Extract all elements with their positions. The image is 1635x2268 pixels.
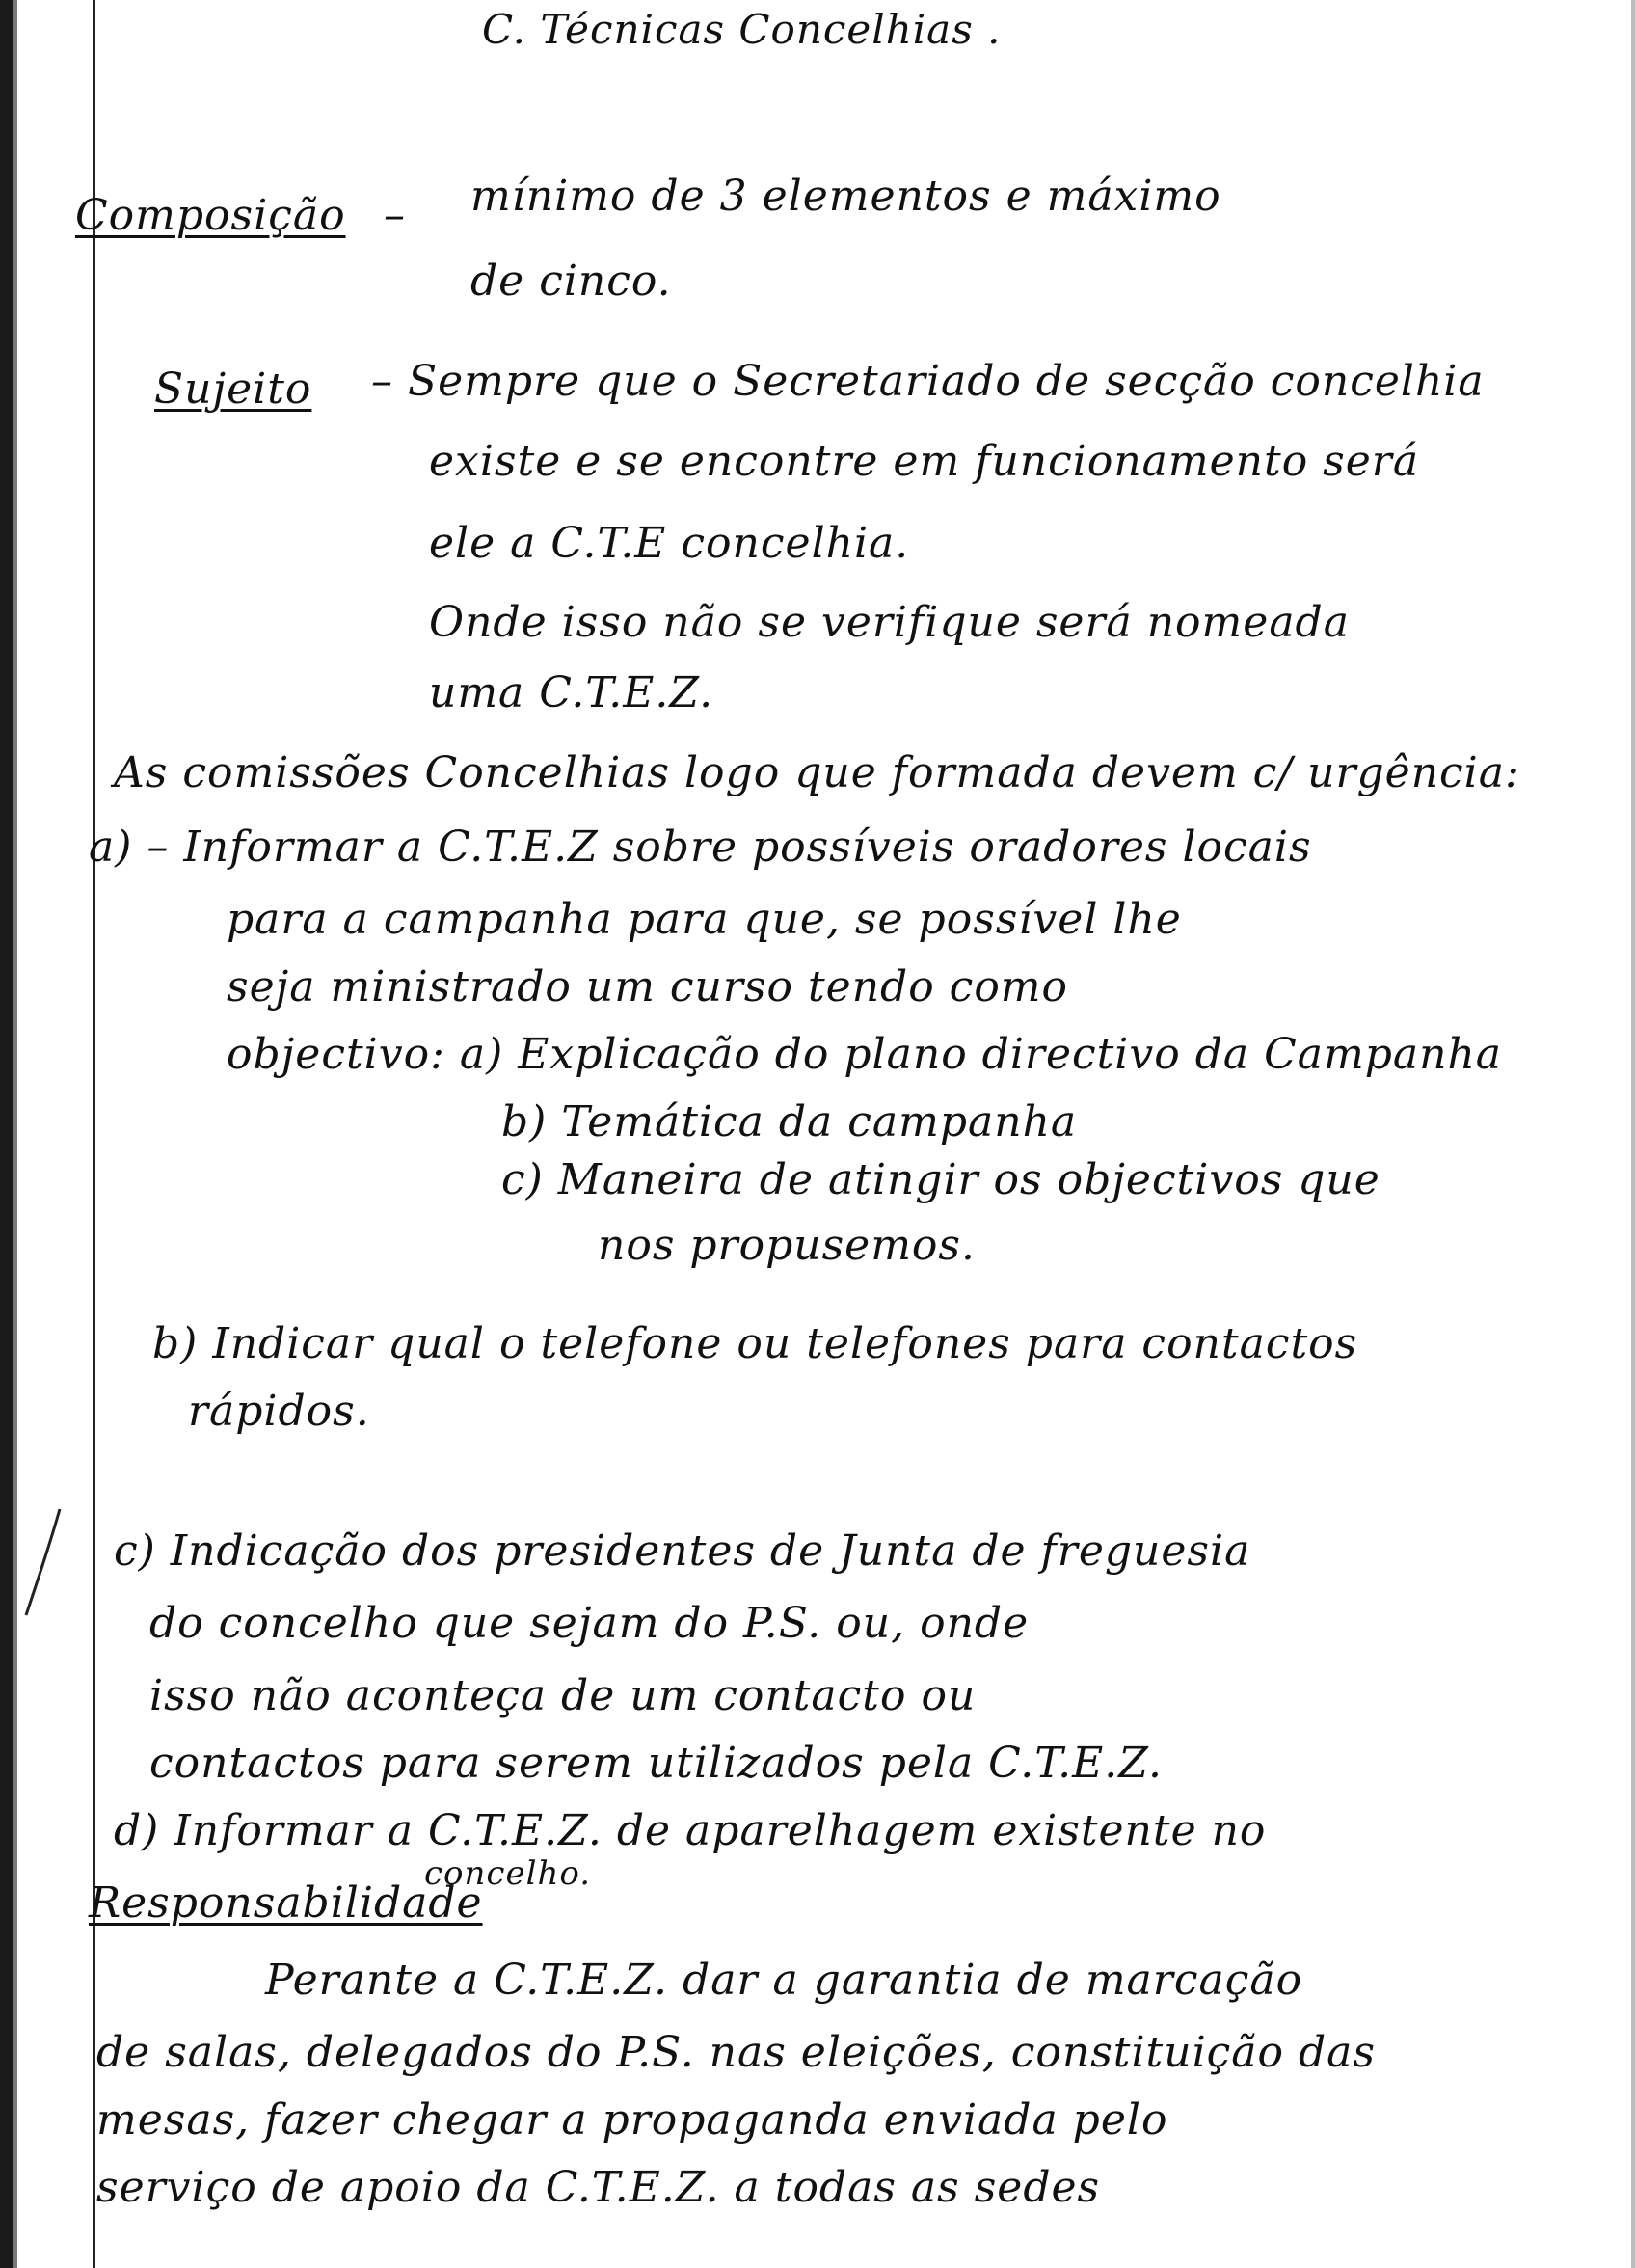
responsabilidade-line-1: Perante a C.T.E.Z. dar a garantia de marcação xyxy=(265,1956,1303,2005)
scan-left-edge xyxy=(0,0,13,2268)
item-a-line-2: para a campanha para que, se possível lhe xyxy=(227,895,1182,944)
item-c-line-1: c) Indicação dos presidentes de Junta de freguesia xyxy=(114,1526,1251,1576)
item-d-line-1: d) Informar a C.T.E.Z. de aparelhagem existente no xyxy=(114,1806,1267,1855)
item-c-line-3: isso não aconteça de um contacto ou xyxy=(149,1671,977,1720)
sujeito-line-2: existe e se encontre em funcionamento será xyxy=(429,437,1420,486)
page-title: C. Técnicas Concelhias . xyxy=(482,6,1002,53)
scan-right-edge xyxy=(1631,0,1635,2268)
item-a-line-4: objectivo: a) Explicação do plano directivo da Campanha xyxy=(227,1030,1503,1079)
item-a-line-1: a) – Informar a C.T.E.Z sobre possíveis oradores locais xyxy=(89,823,1312,872)
sujeito-line-1: – Sempre que o Secretariado de secção concelhia xyxy=(371,357,1485,406)
composicao-label: Composição xyxy=(75,191,346,240)
item-a-line-3: seja ministrado um curso tendo como xyxy=(227,962,1069,1012)
sujeito-line-3: ele a C.T.E concelhia. xyxy=(429,519,910,568)
item-b-line-1: b) Indicar qual o telefone ou telefones para contactos xyxy=(152,1319,1358,1368)
item-c-line-2: do concelho que sejam do P.S. ou, onde xyxy=(149,1599,1030,1648)
item-b-line-2: rápidos. xyxy=(188,1387,370,1436)
item-c-line-4: contactos para serem utilizados pela C.T.E.Z. xyxy=(149,1739,1164,1788)
responsabilidade-line-2: de salas, delegados do P.S. nas eleições, constituição das xyxy=(96,2028,1376,2077)
responsabilidade-line-3: mesas, fazer chegar a propaganda enviada pelo xyxy=(96,2095,1168,2145)
sujeito-label: Sujeito xyxy=(154,364,312,414)
composicao-line-1: mínimo de 3 elementos e máximo xyxy=(470,172,1221,221)
comissao-intro: As comissões Concelhias logo que formada devem c/ urgência: xyxy=(114,748,1520,797)
composicao-dash: – xyxy=(384,191,406,240)
responsabilidade-label: Responsabilidade xyxy=(89,1878,483,1928)
scan-left-edge-shadow xyxy=(13,0,17,2268)
margin-line xyxy=(93,0,95,2268)
item-a-line-6: c) Maneira de atingir os objectivos que xyxy=(501,1155,1380,1204)
item-a-line-7: nos propusemos. xyxy=(598,1221,976,1270)
sujeito-line-5: uma C.T.E.Z. xyxy=(429,668,714,717)
pen-mark xyxy=(21,1504,69,1620)
composicao-line-2: de cinco. xyxy=(470,256,672,306)
responsabilidade-line-4: serviço de apoio da C.T.E.Z. a todas as sedes xyxy=(96,2163,1101,2212)
sujeito-line-4: Onde isso não se verifique será nomeada xyxy=(429,598,1350,647)
item-a-line-5: b) Temática da campanha xyxy=(501,1097,1078,1147)
item-d-line-2: concelho. xyxy=(424,1854,592,1893)
